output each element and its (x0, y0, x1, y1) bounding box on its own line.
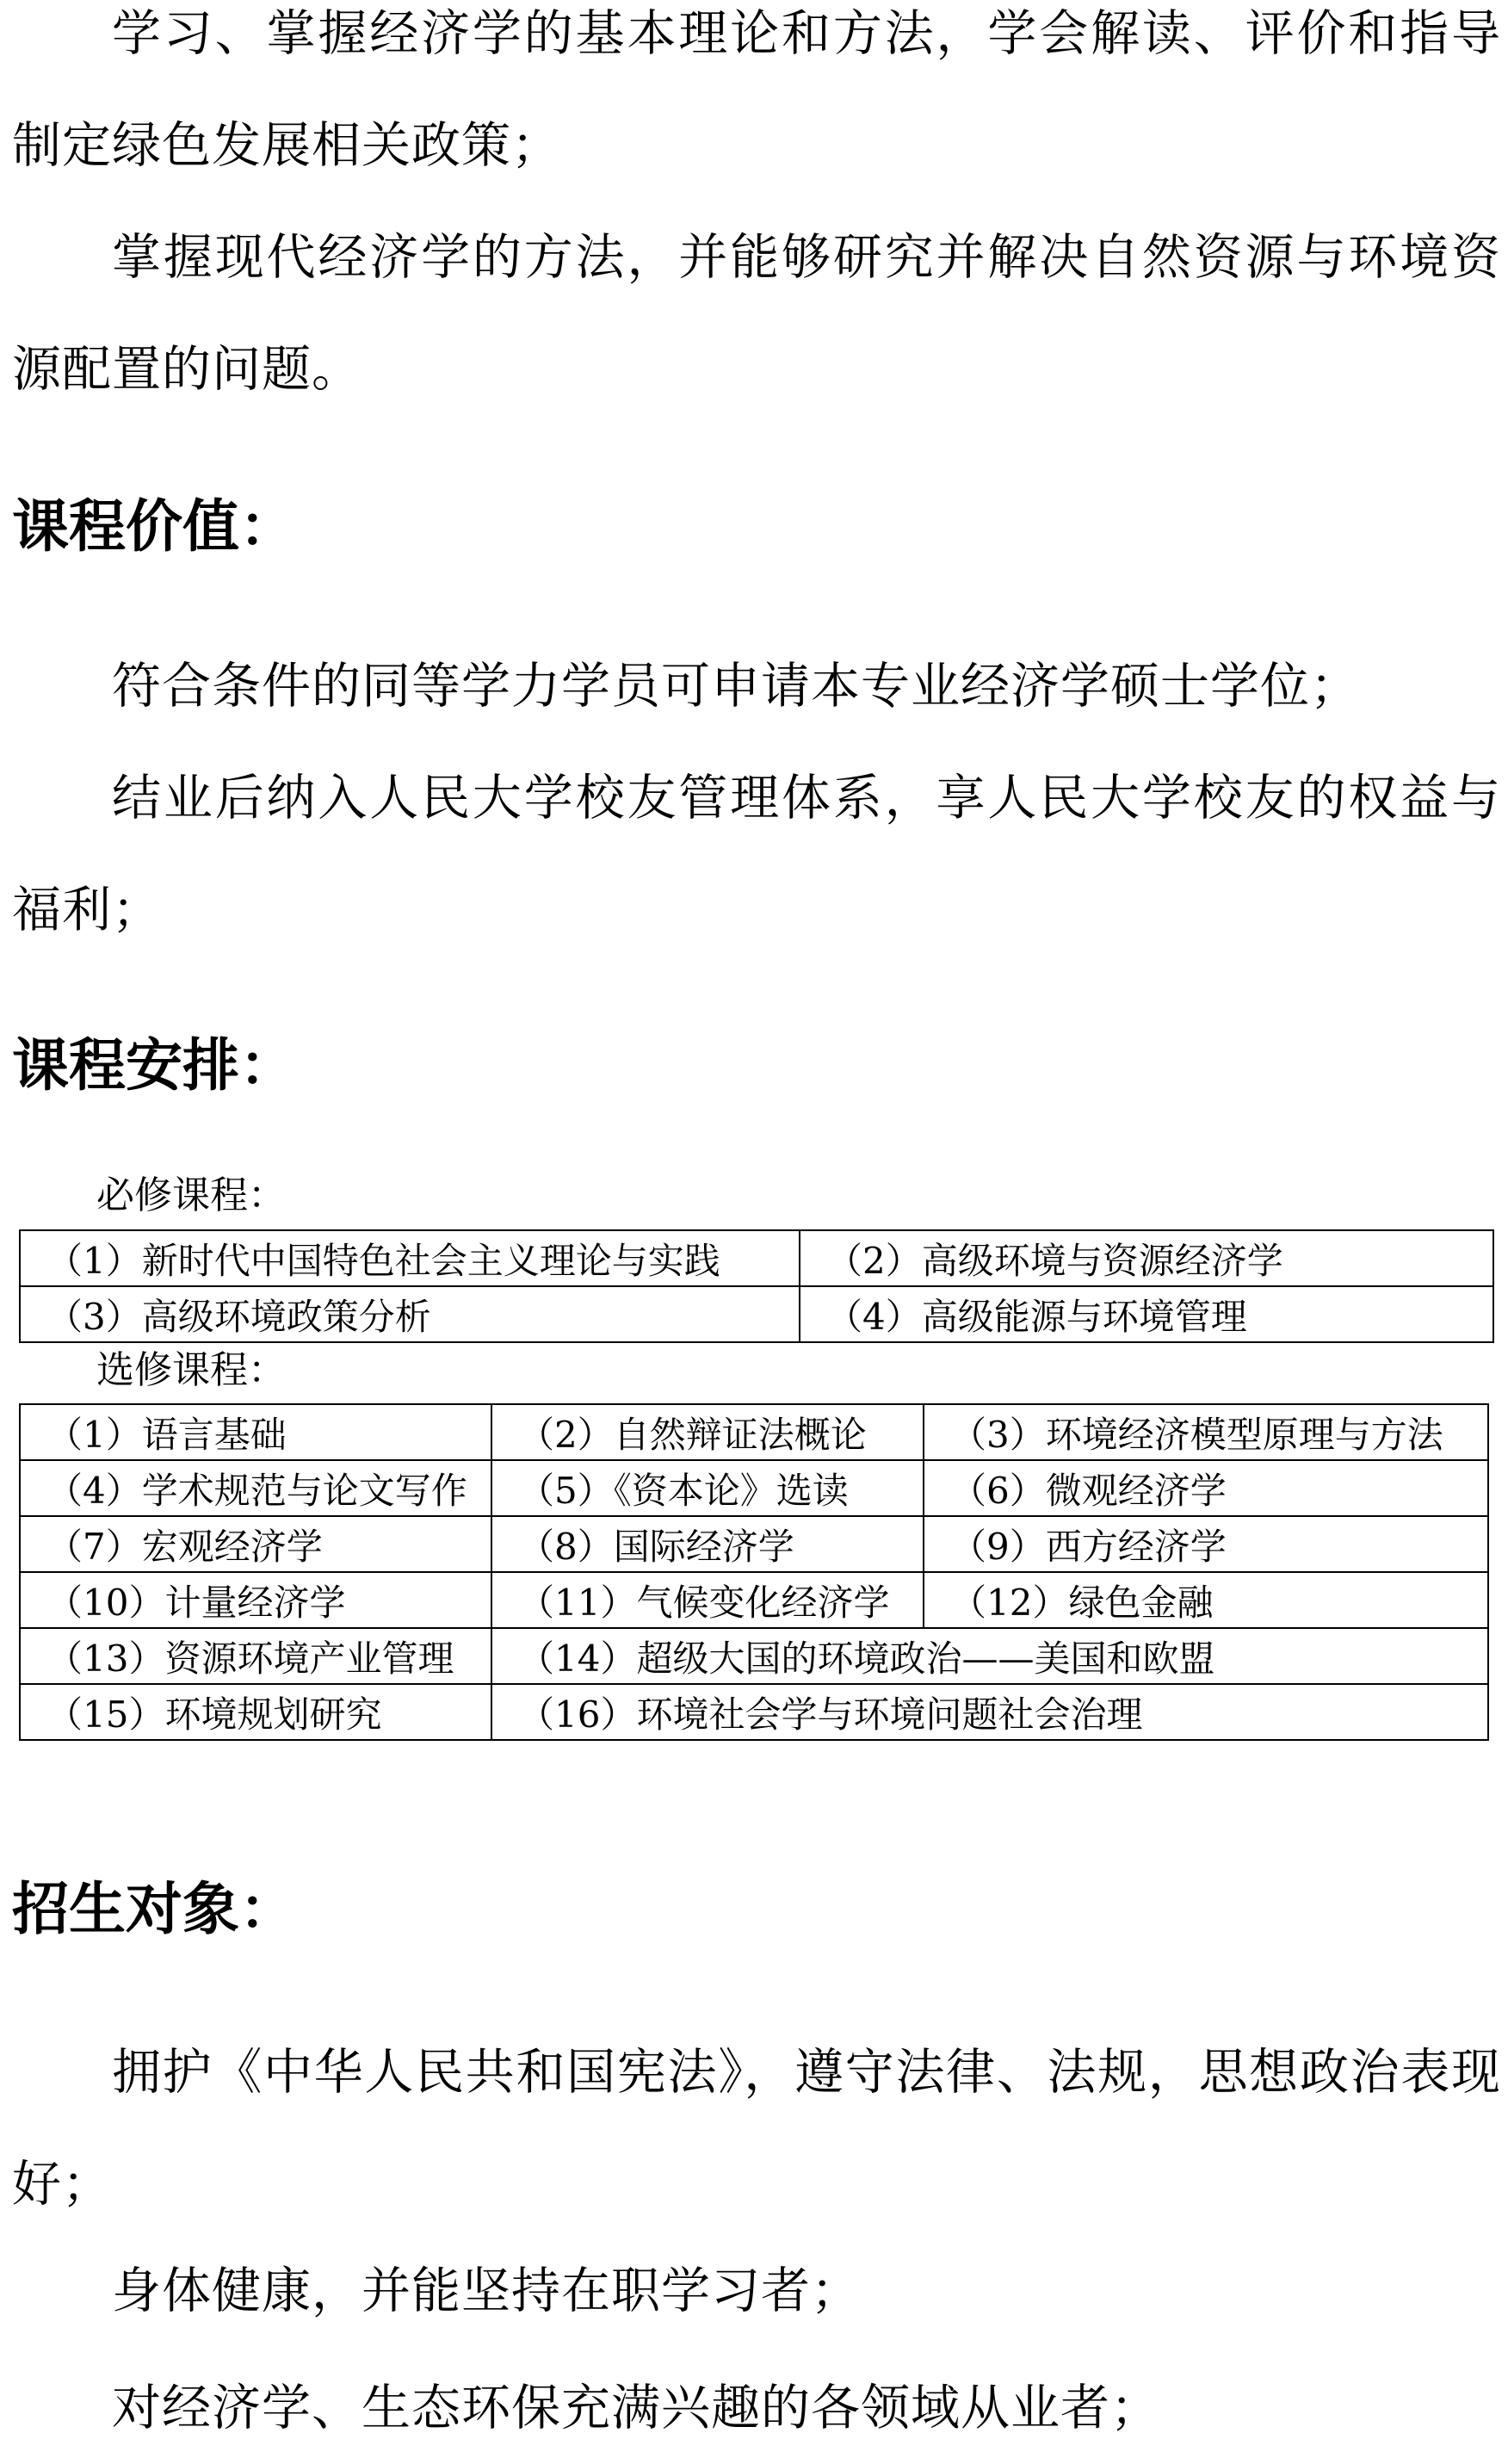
table-cell: （14）超级大国的环境政治——美国和欧盟 (491, 1628, 1488, 1684)
table-row (20, 1286, 1493, 1342)
table-cell: （1）新时代中国特色社会主义理论与实践 (20, 1230, 800, 1286)
course-value-paragraph-2: 结业后纳入人民大学校友管理体系，享人民大学校友的权益与福利； (12, 770, 1501, 938)
enrollment-paragraph-3: 对经济学、生态环保充满兴趣的各领域从业者； (112, 2380, 1160, 2436)
table-cell: （9）西方经济学 (924, 1516, 1488, 1572)
required-courses-label: 必修课程： (96, 1173, 286, 1217)
table-row (20, 1404, 1488, 1460)
table-row (20, 1230, 1493, 1286)
table-row (20, 1628, 1488, 1684)
table-cell: （2）高级环境与资源经济学 (800, 1230, 1493, 1286)
intro-paragraph-1: 学习、掌握经济学的基本理论和方法，学会解读、评价和指导制定绿色发展相关政策； (12, 5, 1501, 174)
table-row (20, 1684, 1488, 1740)
table-cell: （8）国际经济学 (491, 1516, 924, 1572)
table-cell: （7）宏观经济学 (20, 1516, 491, 1572)
course-value-heading: 课程价值： (12, 493, 296, 560)
table-cell: （4）高级能源与环境管理 (800, 1286, 1493, 1342)
enrollment-paragraph-1: 拥护《中华人民共和国宪法》，遵守法律、法规，思想政治表现好； (12, 2044, 1501, 2213)
elective-courses-table (19, 1403, 1489, 1741)
table-cell: （5）《资本论》选读 (491, 1460, 924, 1516)
table-cell: （15）环境规划研究 (20, 1684, 491, 1740)
table-row (20, 1516, 1488, 1572)
elective-courses-label: 选修课程： (96, 1348, 286, 1392)
table-cell: （12）绿色金融 (924, 1572, 1488, 1628)
table-cell: （3）环境经济模型原理与方法 (924, 1404, 1488, 1460)
table-cell: （1）语言基础 (20, 1404, 491, 1460)
enrollment-paragraph-2: 身体健康，并能坚持在职学习者； (112, 2263, 861, 2319)
table-cell: （3）高级环境政策分析 (20, 1286, 800, 1342)
table-row (20, 1572, 1488, 1628)
required-courses-table (19, 1229, 1494, 1343)
enrollment-heading: 招生对象： (12, 1876, 296, 1942)
table-cell: （10）计量经济学 (20, 1572, 491, 1628)
intro-paragraph-2: 掌握现代经济学的方法，并能够研究并解决自然资源与环境资源配置的问题。 (12, 229, 1501, 398)
course-value-paragraph-1: 符合条件的同等学力学员可申请本专业经济学硕士学位； (112, 658, 1360, 715)
table-cell: （16）环境社会学与环境问题社会治理 (491, 1684, 1488, 1740)
table-cell: （2）自然辩证法概论 (491, 1404, 924, 1460)
table-cell: （6）微观经济学 (924, 1460, 1488, 1516)
table-row (20, 1460, 1488, 1516)
table-cell: （13）资源环境产业管理 (20, 1628, 491, 1684)
table-cell: （11）气候变化经济学 (491, 1572, 924, 1628)
course-schedule-heading: 课程安排： (12, 1032, 296, 1099)
table-cell: （4）学术规范与论文写作 (20, 1460, 491, 1516)
